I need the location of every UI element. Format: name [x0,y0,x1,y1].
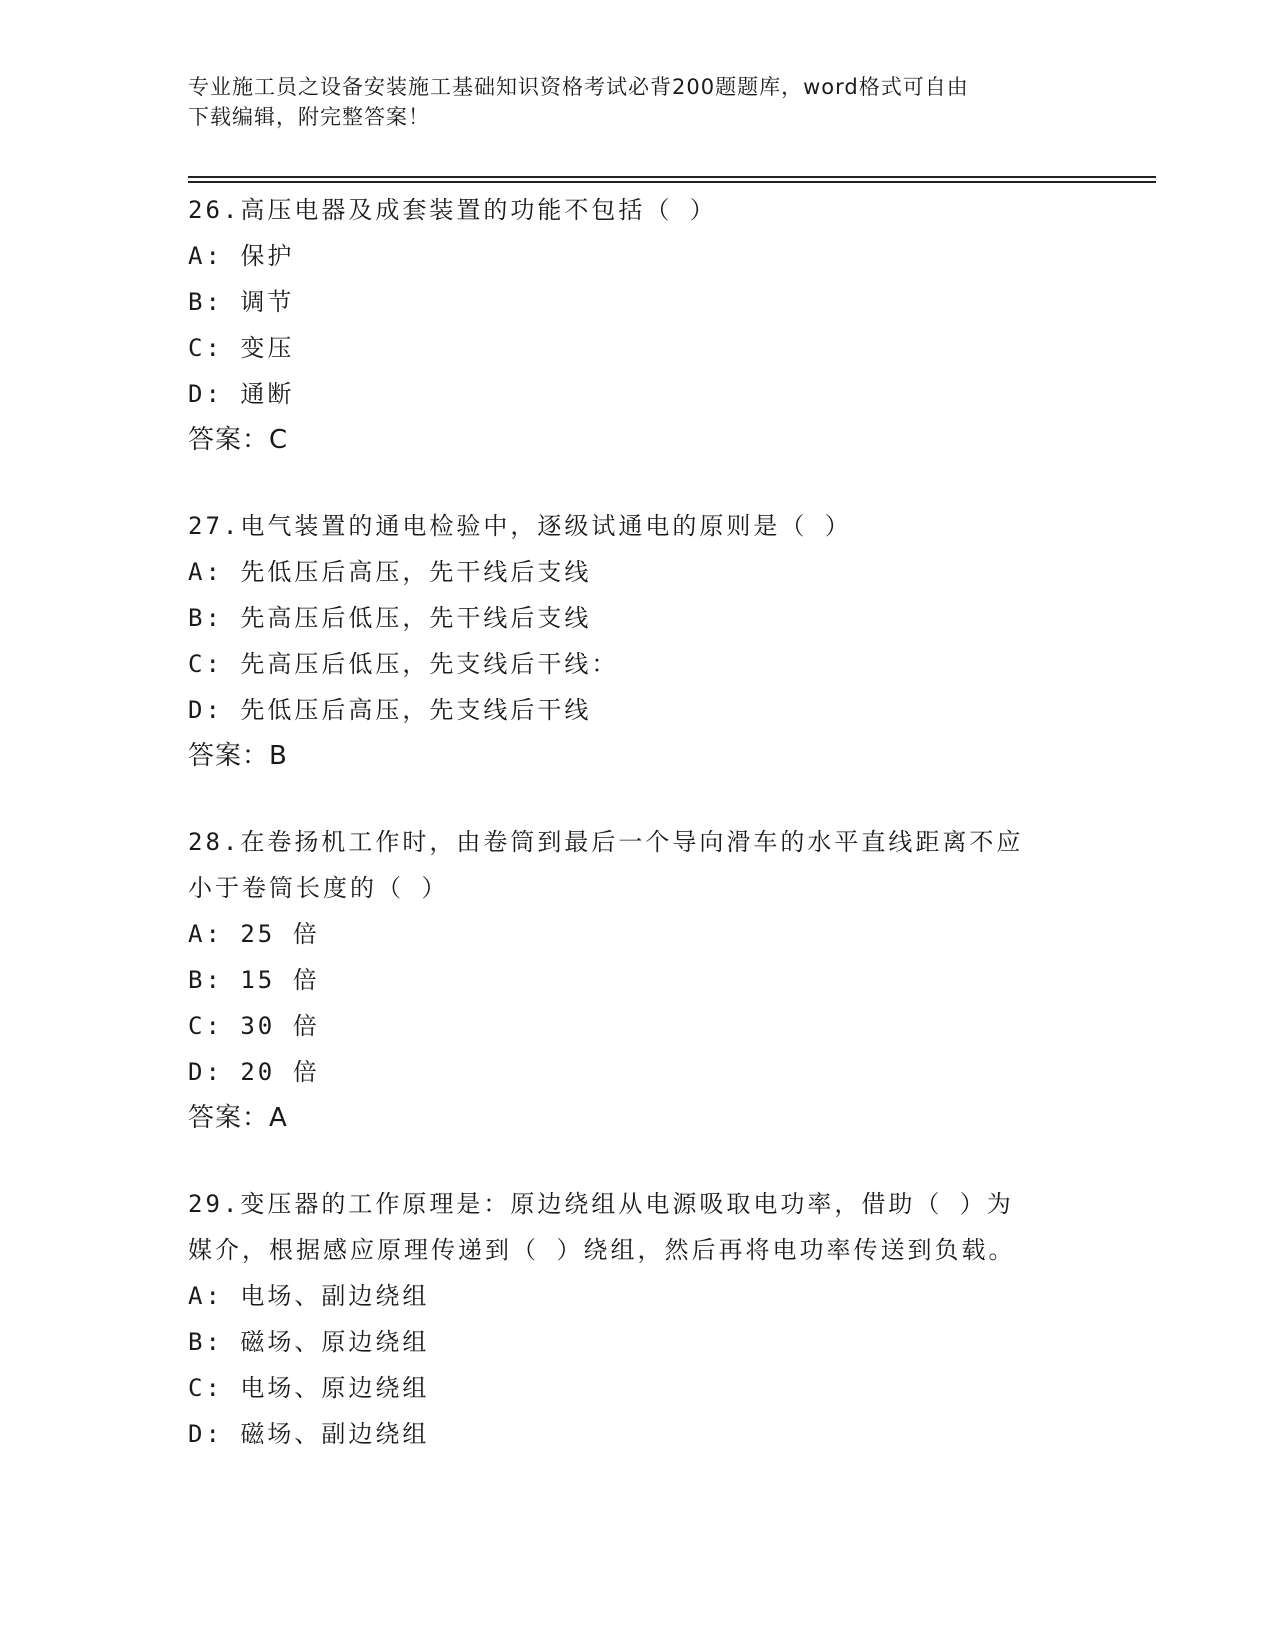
header-line-2: 下载编辑，附完整答案！ [188,105,430,129]
question-stem [188,187,1088,233]
option-b: B: 先高压后低压，先干线后支线 [188,604,592,632]
question-list [188,187,1088,1497]
question-26 [188,187,1088,463]
option-a: A: 先低压后高压，先干线后支线 [188,558,592,586]
option-c: C: 变压 [188,334,295,362]
question-stem [188,503,1088,549]
question-stem-line: 媒介，根据感应原理传递到（ ）绕组，然后再将电功率传送到负载。 [188,1236,1016,1264]
question-29 [188,1181,1088,1457]
question-stem [188,1181,1088,1273]
question-stem-line: 26.高压电器及成套装置的功能不包括（ ） [188,196,717,224]
header-line-1: 专业施工员之设备安装施工基础知识资格考试必背200题题库，word格式可自由 [188,75,969,99]
answer-line: 答案：A [188,1103,288,1133]
header-divider-bottom [188,181,1156,183]
question-stem-line: 27.电气装置的通电检验中，逐级试通电的原则是（ ） [188,512,852,540]
option-b: B: 磁场、原边绕组 [188,1328,430,1356]
option-d: D: 磁场、副边绕组 [188,1420,430,1448]
question-stem-line: 28.在卷扬机工作时，由卷筒到最后一个导向滑车的水平直线距离不应 [188,828,1024,856]
question-stem-line: 29.变压器的工作原理是：原边绕组从电源吸取电功率，借助（ ）为 [188,1190,1014,1218]
option-c: C: 电场、原边绕组 [188,1374,430,1402]
question-27 [188,503,1088,779]
option-d: D: 先低压后高压，先支线后干线 [188,696,592,724]
option-a: A: 电场、副边绕组 [188,1282,430,1310]
option-b: B: 15 倍 [188,966,320,994]
answer-line: 答案：B [188,741,288,771]
option-c: C: 30 倍 [188,1012,320,1040]
document-header [188,72,1068,132]
question-28 [188,819,1088,1141]
answer-line: 答案：C [188,425,289,455]
option-c: C: 先高压后低压，先支线后干线： [188,650,619,678]
option-d: D: 通断 [188,380,295,408]
option-a: A: 25 倍 [188,920,320,948]
option-b: B: 调节 [188,288,295,316]
question-stem-line: 小于卷筒长度的（ ） [188,874,449,902]
header-divider-top [188,176,1156,178]
question-stem [188,819,1088,911]
option-d: D: 20 倍 [188,1058,320,1086]
option-a: A: 保护 [188,242,295,270]
